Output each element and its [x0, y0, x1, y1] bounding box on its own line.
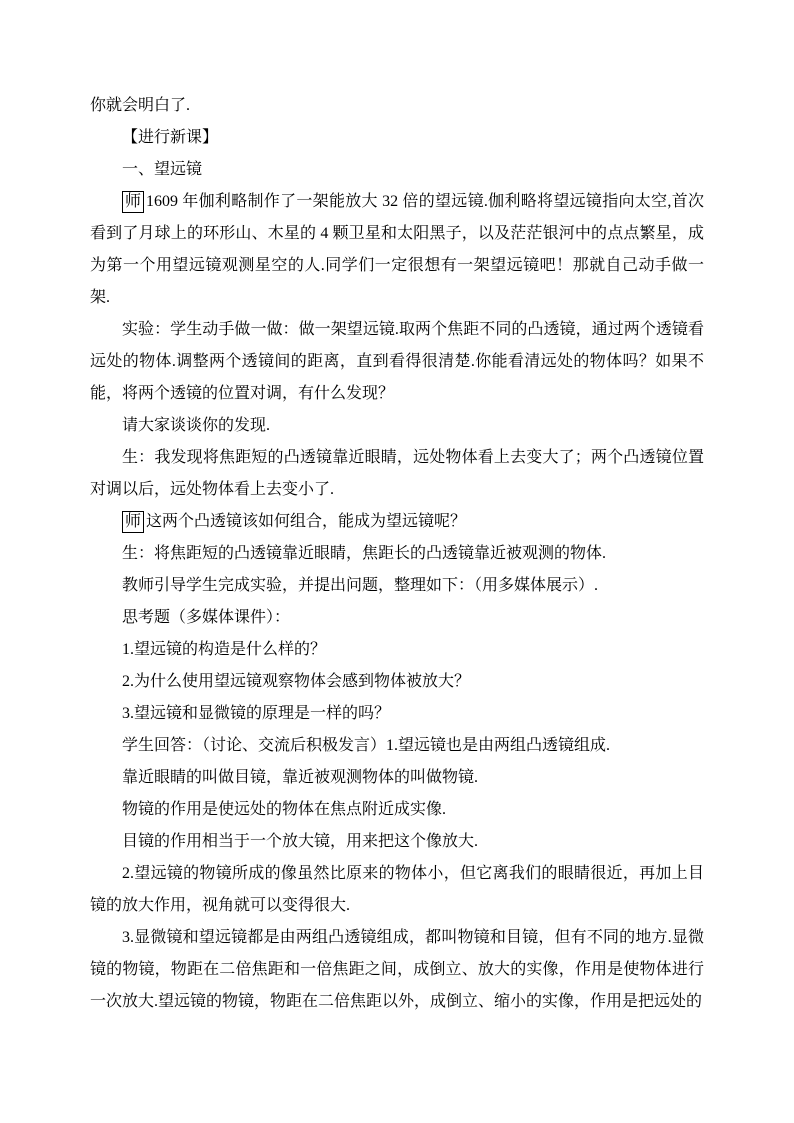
section-heading-telescope: 一、望远镜 — [122, 161, 203, 178]
paragraph-answer-3: 3.显微镜和望远镜都是由两组凸透镜组成，都叫物镜和目镜，但有不同的地方.显微镜的物镜，物距在二倍焦距和一倍焦距之间，成倒立、放大的实像，作用是使物体进行一次放大.望远镜的物镜，物距在二倍焦距以外，成倒立、缩小的实像，作用是把远处的 — [90, 929, 704, 1010]
question-item-3: 3.望远镜和显微镜的原理是一样的吗？ — [122, 705, 391, 722]
teacher-label-box: 师 — [122, 511, 144, 533]
paragraph-eyepiece-function: 目镜的作用相当于一个放大镜，用来把这个像放大. — [122, 833, 479, 850]
question-item-1: 1.望远镜的构造是什么样的？ — [122, 641, 327, 658]
paragraph-thinking-questions-title: 思考题（多媒体课件）： — [122, 609, 291, 626]
section-heading-new-lesson: 【进行新课】 — [122, 129, 219, 146]
paragraph-student-answers: 学生回答：（讨论、交流后积极发言）1.望远镜也是由两组凸透镜组成. — [122, 737, 611, 754]
paragraph-answer-2: 2.望远镜的物镜所成的像虽然比原来的物体小，但它离我们的眼睛很近，再加上目镜的放大作用，视角就可以变得很大. — [90, 865, 704, 914]
teacher-line-combination-question — [90, 506, 704, 538]
paragraph-experiment: 实验：学生动手做一做：做一架望远镜.取两个焦距不同的凸透镜，通过两个透镜看远处的物体.调整两个透镜间的距离，直到看得很清楚.你能看清远处的物体吗？如果不能，将两个透镜的位置对调，有什么发现？ — [90, 321, 704, 402]
student-line-discovery: 生：我发现将焦距短的凸透镜靠近眼睛，远处物体看上去变大了；两个凸透镜位置对调以后，远处物体看上去变小了. — [90, 449, 704, 498]
teacher-line-galileo — [90, 186, 704, 314]
paragraph-objective-function: 物镜的作用是使远处的物体在焦点附近成实像. — [122, 801, 447, 818]
paragraph-text: 1609 年伽利略制作了一架能放大 32 倍的望远镜.伽利略将望远镜指向太空,首次看到了月球上的环形山、木星的 4 颗卫星和太阳黑子，以及茫茫银河中的点点繁星，成为第一个用望远镜观测星空的人.同学们一定很想有一架望远镜吧！那就自己动手做一架. — [90, 193, 704, 306]
paragraph-invite-discussion: 请大家谈谈你的发现. — [122, 417, 271, 434]
paragraph-eyepiece-objective: 靠近眼睛的叫做目镜，靠近被观测物体的叫做物镜. — [122, 769, 479, 786]
question-item-2: 2.为什么使用望远镜观察物体会感到物体被放大？ — [122, 673, 471, 690]
paragraph-carryover: 你就会明白了. — [90, 97, 191, 114]
teacher-label-box: 师 — [122, 191, 144, 213]
paragraph-teacher-guidance: 教师引导学生完成实验，并提出问题，整理如下：（用多媒体展示）. — [122, 577, 599, 594]
student-line-answer: 生：将焦距短的凸透镜靠近眼睛，焦距长的凸透镜靠近被观测的物体. — [122, 545, 607, 562]
paragraph-text: 这两个凸透镜该如何组合，能成为望远镜呢？ — [146, 513, 467, 530]
document-body — [90, 90, 704, 1018]
